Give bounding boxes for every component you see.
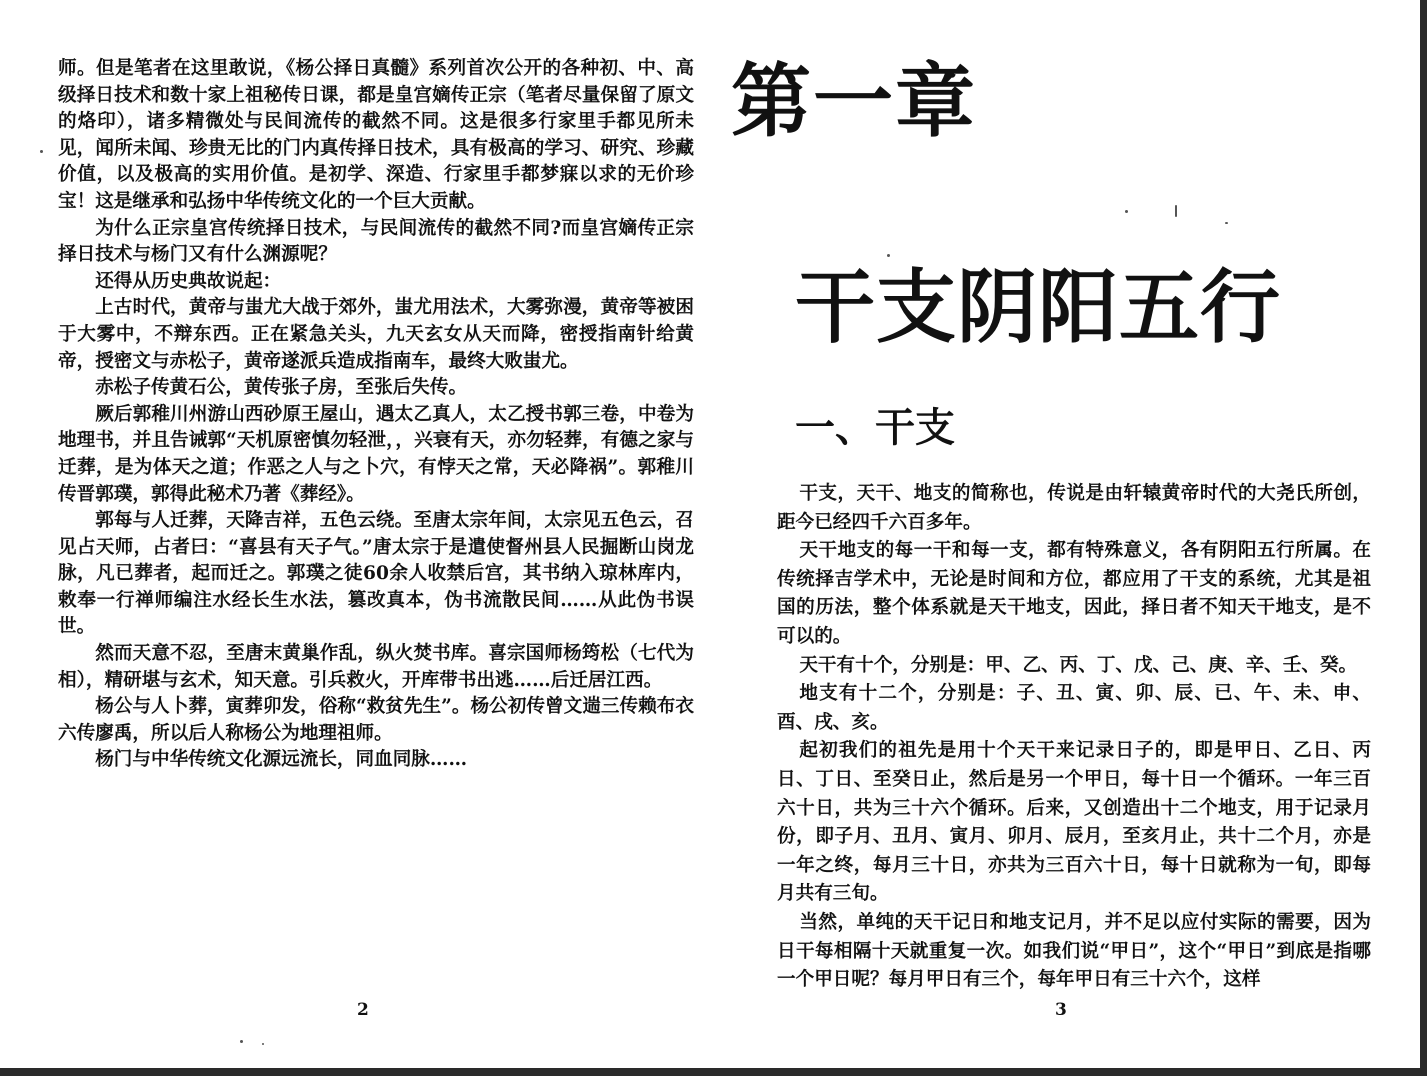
page-number-right: 3: [1055, 1000, 1067, 1020]
scan-speck: [887, 254, 890, 257]
scan-speck: [240, 1040, 243, 1043]
left-paragraph: 郭每与人迁葬，天降吉祥，五色云绕。至唐太宗年间，太宗见五色云，召见占天师，占者曰：“喜县有天子气。”唐太宗于是遣使督州县人民掘断山岗龙脉，凡已葬者，起而迁之。郭璞之徒60余人收禁后宫，其书纳入琼林库内，敕奉一行禅师编注水经长生水法，篡改真本，伪书流散民间……从此伪书误世。: [58, 510, 694, 638]
chapter-subtitle: 干支阴阳五行: [795, 261, 1281, 354]
chapter-title: 第一章: [731, 55, 977, 148]
left-paragraph: 厥后郭稚川州游山西砂原王屋山，遇太乙真人，太乙授书郭三卷，中卷为地理书，并且告诫郭“天机原密慎勿轻泄，，兴衰有天，亦勿轻葬，有德之家与迁葬，是为体天之道；作恶之人与之卜穴，有悖天之常，天必降祸”。郭稚川传晋郭璞，郭得此秘术乃著《葬经》。: [58, 403, 694, 505]
right-paragraph: 当然，单纯的天干记日和地支记月，并不足以应付实际的需要，因为日干每相隔十天就重复一次。如我们说“甲日”，这个“甲日”到底是指哪一个甲日呢？每月甲日有三个，每年甲日有三十六个，这样: [777, 911, 1371, 991]
scan-speck: [1225, 222, 1228, 224]
right-paragraph: 干支，天干、地支的简称也，传说是由轩辕黄帝时代的大尧氏所创，距今已经四千六百多年。: [777, 483, 1371, 533]
right-paragraph: 天干有十个，分别是：甲、乙、丙、丁、戊、己、庚、辛、壬、癸。: [799, 654, 1358, 676]
right-paragraph: 起初我们的祖先是用十个天干来记录日子的，即是甲日、乙日、丙日、丁日、至癸日止，然后是另一个甲日，每十日一个循环。一年三百六十日，共为三十六个循环。后来，又创造出十二个地支，用于记录月份，即子月、丑月、寅月、卯月、辰月，至亥月止，共十二个月，亦是一年之终，每月三十日，亦共为三百六十日，每十日就称为一旬，即每月共有三旬。: [777, 740, 1371, 905]
scan-speck: [1175, 205, 1177, 217]
right-page: [715, 0, 1420, 1068]
scan-border-right: [1420, 0, 1427, 1076]
left-paragraph: 还得从历史典故说起：: [95, 270, 282, 292]
right-page-body: [777, 480, 1371, 995]
left-paragraph: 杨门与中华传统文化源远流长，同血同脉……: [95, 749, 468, 771]
left-paragraph: 赤松子传黄石公，黄传张子房，至张后失传。: [95, 377, 468, 399]
left-paragraph: 然而天意不忍，至唐末黄巢作乱，纵火焚书库。喜宗国师杨筠松（七代为相），精研堪与玄术，知天意。引兵救火，开库带书出逃……后迁居江西。: [58, 643, 694, 691]
left-paragraph: 上古时代，黄帝与蚩尤大战于郊外，蚩尤用法术，大雾弥漫，黄帝等被困于大雾中，不辩东西。正在紧急关头，九天玄女从天而降，密授指南针给黄帝，授密文与赤松子，黄帝遂派兵造成指南车，最终大败蚩尤。: [58, 297, 694, 372]
left-page: [0, 0, 715, 1068]
scan-speck: [1125, 210, 1128, 213]
left-paragraph: 杨公与人卜葬，寅葬卯发，俗称“救贫先生”。杨公初传曾文遄三传赖布衣六传廖禹，所以后人称杨公为地理祖师。: [58, 696, 694, 744]
scan-border-bottom: [0, 1068, 1427, 1076]
scan-speck: [262, 1043, 264, 1045]
scan-speck: [40, 150, 43, 153]
left-paragraph: 为什么正宗皇宫传统择日技术，与民间流传的截然不同?而皇宫嫡传正宗择日技术与杨门又有什么渊源呢？: [58, 217, 694, 266]
left-paragraph: 师。但是笔者在这里敢说，《杨公择日真髓》系列首次公开的各种初、中、高级择日技术和数十家上祖秘传日课，都是皇宫嫡传正宗（笔者尽量保留了原文的烙印），诸多精微处与民间流传的截然不同。这是很多行家里手都见所未见，闻所未闻、珍贵无比的门内真传择日技术，具有极高的学习、研究、珍藏价值，以及极高的实用价值。是初学、深造、行家里手都梦寐以求的无价珍宝！这是继承和弘扬中华传统文化的一个巨大贡献。: [58, 58, 694, 212]
left-page-body: [58, 56, 694, 774]
page-number-left: 2: [357, 1000, 369, 1020]
right-paragraph: 地支有十二个，分别是：子、丑、寅、卯、辰、已、午、未、申、酉、戌、亥。: [777, 683, 1371, 733]
right-paragraph: 天干地支的每一干和每一支，都有特殊意义，各有阴阳五行所属。在传统择吉学术中，无论是时间和方位，都应用了干支的系统，尤其是祖国的历法，整个体系就是天干地支，因此，择日者不知天干地支，是不可以的。: [777, 540, 1371, 647]
section-heading: 一、干支: [795, 405, 955, 451]
